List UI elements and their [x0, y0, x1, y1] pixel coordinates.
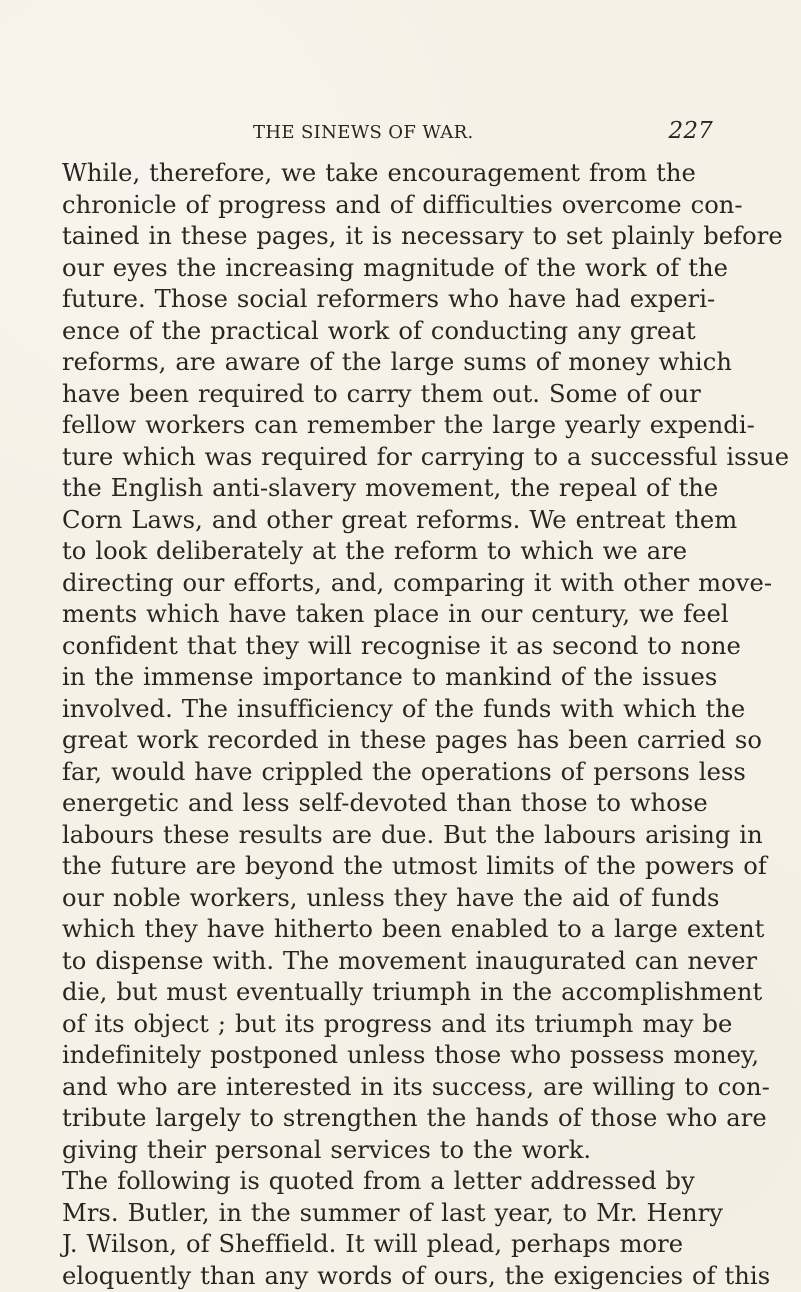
text-line: directing our efforts, and, comparing it with other move-	[62, 568, 713, 600]
text-line: ture which was required for carrying to a successful issue	[62, 442, 713, 474]
text-line: great work recorded in these pages has been carried so	[62, 725, 713, 757]
text-line: have been required to carry them out. Some of our	[62, 379, 713, 411]
text-line: our noble workers, unless they have the aid of funds	[62, 883, 713, 915]
text-line: and who are interested in its success, are willing to con-	[62, 1072, 713, 1104]
text-line: Corn Laws, and other great reforms. We entreat them	[62, 505, 713, 537]
text-line: our eyes the increasing magnitude of the work of the	[62, 253, 713, 285]
text-line: tained in these pages, it is necessary to set plainly before	[62, 221, 713, 253]
page-number: 227	[669, 118, 714, 144]
text-line: in the immense importance to mankind of the issues	[62, 662, 713, 694]
text-line: indefinitely postponed unless those who possess money,	[62, 1040, 713, 1072]
text-line: confident that they will recognise it as second to none	[62, 631, 713, 663]
body-text	[62, 158, 713, 1292]
text-line: J. Wilson, of Sheffield. It will plead, perhaps more	[62, 1229, 713, 1261]
text-line: the future are beyond the utmost limits of the powers of	[62, 851, 713, 883]
text-line: The following is quoted from a letter addressed by	[62, 1166, 713, 1198]
text-line: to look deliberately at the reform to which we are	[62, 536, 713, 568]
text-line: giving their personal services to the work.	[62, 1135, 713, 1167]
text-line: chronicle of progress and of difficulties overcome con-	[62, 190, 713, 222]
text-line: reforms, are aware of the large sums of money which	[62, 347, 713, 379]
text-line: fellow workers can remember the large yearly expendi-	[62, 410, 713, 442]
running-title: THE SINEWS OF WAR.	[253, 122, 474, 143]
text-line: eloquently than any words of ours, the exigencies of this	[62, 1261, 713, 1292]
text-line: involved. The insufficiency of the funds with which the	[62, 694, 713, 726]
paragraph-2	[62, 1166, 713, 1292]
text-line: ments which have taken place in our century, we feel	[62, 599, 713, 631]
text-line: tribute largely to strengthen the hands of those who are	[62, 1103, 713, 1135]
text-line: Mrs. Butler, in the summer of last year, to Mr. Henry	[62, 1198, 713, 1230]
text-line: ence of the practical work of conducting any great	[62, 316, 713, 348]
text-line: which they have hitherto been enabled to a large extent	[62, 914, 713, 946]
text-line: to dispense with. The movement inaugurated can never	[62, 946, 713, 978]
text-line: the English anti-slavery movement, the repeal of the	[62, 473, 713, 505]
text-line: labours these results are due. But the labours arising in	[62, 820, 713, 852]
running-head	[62, 110, 713, 146]
text-line: energetic and less self-devoted than those to whose	[62, 788, 713, 820]
text-line: far, would have crippled the operations of persons less	[62, 757, 713, 789]
text-line: future. Those social reformers who have had experi-	[62, 284, 713, 316]
paragraph-1	[62, 158, 713, 1166]
text-line: die, but must eventually triumph in the accomplishment	[62, 977, 713, 1009]
text-line: While, therefore, we take encouragement from the	[62, 158, 713, 190]
text-line: of its object ; but its progress and its triumph may be	[62, 1009, 713, 1041]
